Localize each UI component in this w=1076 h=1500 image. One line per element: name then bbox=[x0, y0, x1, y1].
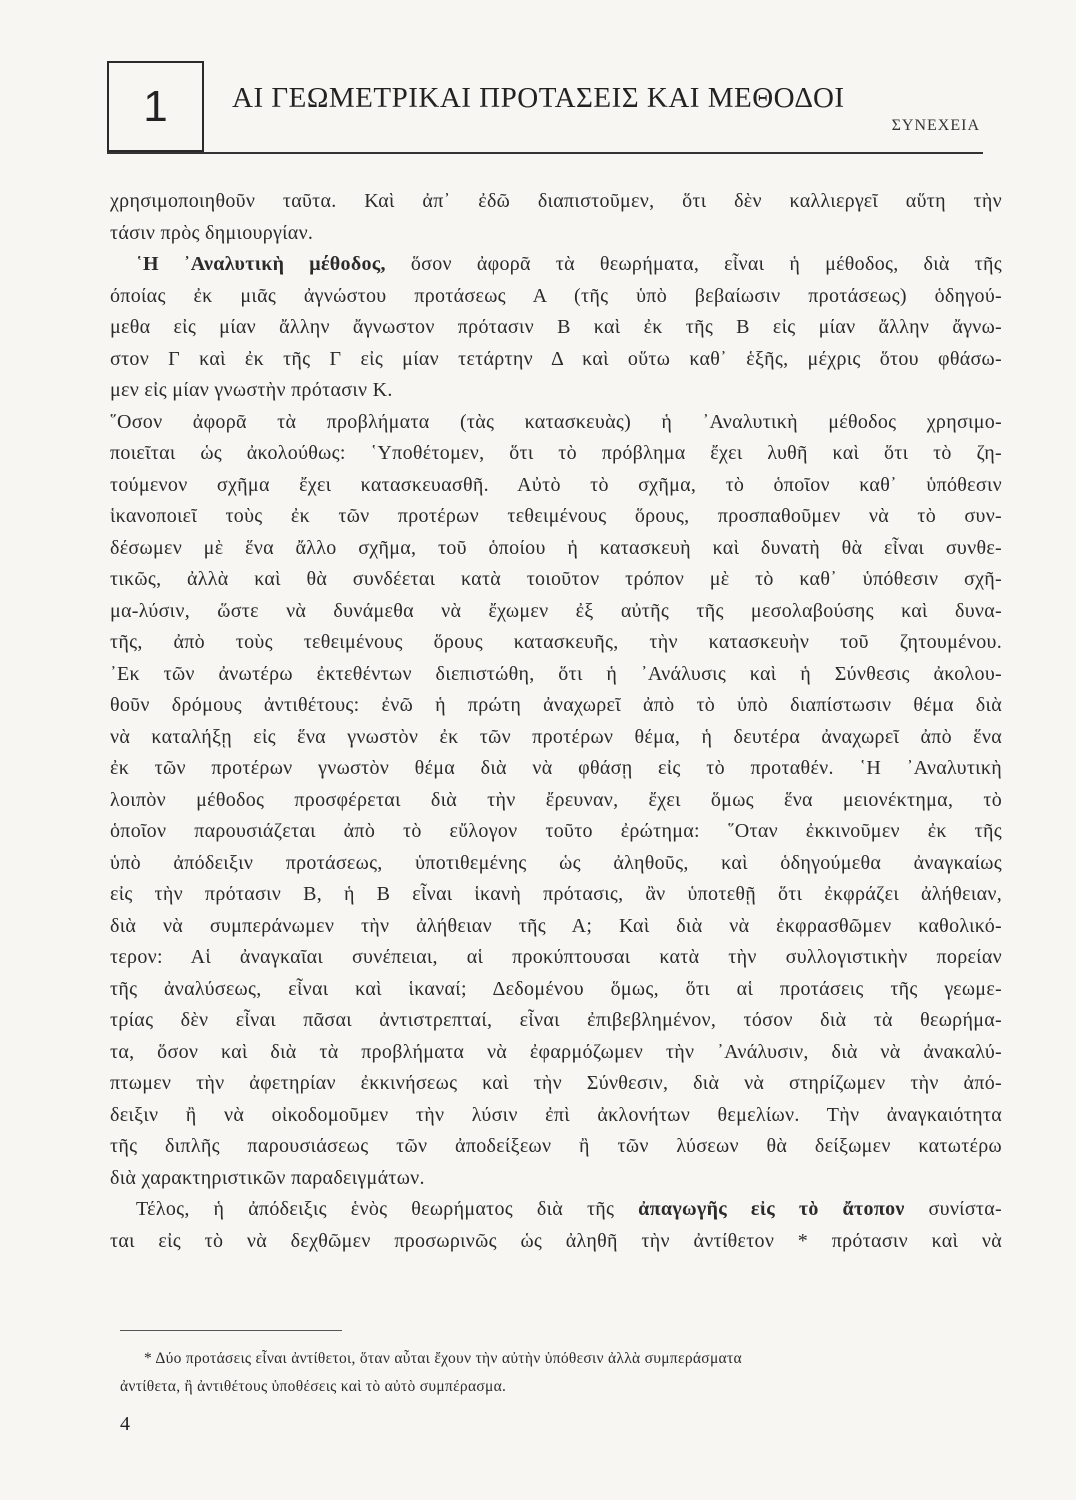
footnote-line: * Δύο προτάσεις εἶναι ἀντίθετοι, ὅταν αὗται ἔχουν τὴν αὐτὴν ὑπόθεσιν ἀλλὰ συμπεράσματα bbox=[144, 1350, 742, 1367]
text-line: δειξιν ἢ νὰ οἰκοδομοῦμεν τὴν λύσιν ἐπὶ ἀκλονήτων θεμελίων. Τὴν ἀναγκαιότητα bbox=[110, 1103, 1002, 1126]
text-line: χρησιμοποιηθοῦν ταῦτα. Καὶ ἀπ᾽ ἐδῶ διαπιστοῦμεν, ὅτι δὲν καλλιεργεῖ αὕτη τὴν bbox=[110, 190, 1002, 212]
text-line: ῞Οσον ἀφορᾶ τὰ προβλήματα (τὰς κατασκευὰς) ἡ ᾿Αναλυτικὴ μέθοδος χρησιμο- bbox=[110, 410, 1002, 433]
text-line: ἱκανοποιεῖ τοὺς ἐκ τῶν προτέρων τεθειμένους ὅρους, προσπαθοῦμεν νὰ τὸ συν- bbox=[110, 505, 1002, 527]
text-line: ὑπὸ ἀπόδειξιν προτάσεως, ὑποτιθεμένης ὡς ἀληθοῦς, καὶ ὁδηγούμεθα ἀναγκαίως bbox=[110, 851, 1002, 874]
text-line: τάσιν πρὸς δημιουργίαν. bbox=[110, 221, 314, 244]
text-line: πτωμεν τὴν ἀφετηρίαν ἐκκινήσεως καὶ τὴν Σύνθεσιν, διὰ νὰ στηρίζωμεν τὴν ἀπό- bbox=[110, 1072, 1002, 1094]
text-line: τῆς, ἀπὸ τοὺς τεθειμένους ὅρους κατασκευῆς, τὴν κατασκευὴν τοῦ ζητουμένου. bbox=[110, 631, 1002, 653]
text-line: θοῦν δρόμους ἀντιθέτους: ἐνῶ ἡ πρώτη ἀναχωρεῖ ἀπὸ τὸ ὑπὸ διαπίστωσιν θέμα διὰ bbox=[110, 694, 1002, 716]
text-line: τρίας δὲν εἶναι πᾶσαι ἀντιστρεπταί, εἶναι ἐπιβεβλημένον, τόσον διὰ τὰ θεωρήμα- bbox=[110, 1009, 1002, 1031]
text-line: διὰ νὰ συμπεράνωμεν τὴν ἀλήθειαν τῆς Α; Καὶ διὰ νὰ ἐκφρασθῶμεν καθολικό- bbox=[110, 914, 1002, 937]
text-line: ται εἰς τὸ νὰ δεχθῶμεν προσωρινῶς ὡς ἀληθῆ τὴν ἀντίθετον * πρότασιν καὶ νὰ bbox=[110, 1229, 1002, 1252]
term-reductio: ἀπαγωγῆς εἰς τὸ ἄτοπον bbox=[638, 1198, 905, 1220]
text-line: νὰ καταλήξῃ εἰς ἕνα γνωστὸν ἐκ τῶν προτέρων θέμα, ἡ δευτέρα ἀναχωρεῖ ἀπὸ ἕνα bbox=[110, 725, 1002, 748]
text-line: τικῶς, ἀλλὰ καὶ θὰ συνδέεται κατὰ τοιοῦτον τρόπον μὲ τὸ καθ᾽ ὑπόθεσιν σχῆ- bbox=[110, 568, 1002, 590]
footnote-divider bbox=[120, 1330, 342, 1331]
text-line: λοιπὸν μέθοδος προσφέρεται διὰ τὴν ἔρευναν, ἔχει ὅμως ἕνα μειονέκτημα, τὸ bbox=[110, 788, 1002, 811]
body-text bbox=[110, 186, 1002, 1257]
text-line: τερον: Αἱ ἀναγκαῖαι συνέπειαι, αἱ προκύπτουσαι κατὰ τὴν συλλογιστικὴν πορείαν bbox=[110, 946, 1002, 968]
text-line: ποιεῖται ὡς ἀκολούθως: ῾Υποθέτομεν, ὅτι τὸ πρόβλημα ἔχει λυθῆ καὶ ὅτι τὸ ζη- bbox=[110, 442, 1002, 464]
term-analytic-method: ῾Η ᾿Αναλυτικὴ μέθοδος, bbox=[136, 253, 386, 275]
text-line: τούμενον σχῆμα ἔχει κατασκευασθῆ. Αὐτὸ τὸ σχῆμα, τὸ ὁποῖον καθ᾽ ὑπόθεσιν bbox=[110, 473, 1002, 496]
chapter-subtitle: ΣΥΝΕΧΕΙΑ bbox=[891, 117, 980, 134]
chapter-number: 1 bbox=[143, 81, 168, 131]
text-line: τῆς ἀναλύσεως, εἶναι καὶ ἱκαναί; Δεδομένου ὅμως, ὅτι αἱ προτάσεις τῆς γεωμε- bbox=[110, 977, 1002, 1000]
text-line: μεθα εἰς μίαν ἄλλην ἄγνωστον πρότασιν Β καὶ ἐκ τῆς Β εἰς μίαν ἄλλην ἄγνω- bbox=[110, 316, 1002, 338]
text-line: ᾿Εκ τῶν ἀνωτέρω ἐκτεθέντων διεπιστώθη, ὅτι ἡ ᾿Ανάλυσις καὶ ἡ Σύνθεσις ἀκολου- bbox=[110, 662, 1002, 685]
text-line: τῆς διπλῆς παρουσιάσεως τῶν ἀποδείξεων ἢ τῶν λύσεων θὰ δείξωμεν κατωτέρω bbox=[110, 1135, 1002, 1157]
chapter-title: ΑΙ ΓΕΩΜΕΤΡΙΚΑΙ ΠΡΟΤΑΣΕΙΣ ΚΑΙ ΜΕΘΟΔΟΙ bbox=[232, 82, 845, 114]
text-line: στον Γ καὶ ἐκ τῆς Γ εἰς μίαν τετάρτην Δ καὶ οὕτω καθ᾽ ἑξῆς, μέχρις ὅτου φθάσω- bbox=[110, 347, 1002, 370]
header-divider bbox=[107, 152, 983, 154]
paragraph-start: ῾Η ᾿Αναλυτικὴ μέθοδος, ὅσον ἀφορᾶ τὰ θεωρήματα, εἶναι ἡ μέθοδος, διὰ τῆς bbox=[136, 253, 1002, 275]
text-line: δέσωμεν μὲ ἕνα ἄλλο σχῆμα, τοῦ ὁποίου ἡ κατασκευὴ καὶ δυνατὴ θὰ εἶναι συνθε- bbox=[110, 536, 1002, 559]
text-line: εἰς τὴν πρότασιν Β, ἡ Β εἶναι ἱκανὴ πρότασις, ἂν ὑποτεθῇ ὅτι ἐκφράζει ἀλήθειαν, bbox=[110, 883, 1002, 905]
text-line: όποίας ἐκ μιᾶς ἀγνώστου προτάσεως Α (τῆς ὑπὸ βεβαίωσιν προτάσεως) ὁδηγού- bbox=[110, 284, 1002, 307]
page-number: 4 bbox=[120, 1413, 130, 1435]
paragraph-start: Τέλος, ἡ ἀπόδειξις ἑνὸς θεωρήματος διὰ τῆς ἀπαγωγῆς εἰς τὸ ἄτοπον συνίστα- bbox=[136, 1198, 1002, 1220]
text-line: ὁποῖον παρουσιάζεται ἀπὸ τὸ εὔλογον τοῦτο ἐρώτημα: ῞Οταν ἐκκινοῦμεν ἐκ τῆς bbox=[110, 820, 1002, 842]
footnote bbox=[120, 1345, 998, 1401]
footnote-line: ἀντίθετα, ἢ ἀντιθέτους ὑποθέσεις καὶ τὸ αὐτὸ συμπέρασμα. bbox=[120, 1378, 507, 1395]
text-line: μα-λύσιν, ὥστε νὰ δυνάμεθα νὰ ἔχωμεν ἐξ αὐτῆς τῆς μεσολαβούσης καὶ δυνα- bbox=[110, 599, 1002, 622]
chapter-number-box bbox=[107, 61, 204, 152]
text-line: ἐκ τῶν προτέρων γνωστὸν θέμα διὰ νὰ φθάσῃ εἰς τὸ προταθέν. ῾Η ᾿Αναλυτικὴ bbox=[110, 757, 1002, 779]
text-line: διὰ χαρακτηριστικῶν παραδειγμάτων. bbox=[110, 1166, 425, 1189]
text-line: τα, ὅσον καὶ διὰ τὰ προβλήματα νὰ ἐφαρμόζωμεν τὴν ᾿Ανάλυσιν, διὰ νὰ ἀνακαλύ- bbox=[110, 1040, 1002, 1063]
text-line: μεν εἰς μίαν γνωστὴν πρότασιν Κ. bbox=[110, 379, 393, 401]
